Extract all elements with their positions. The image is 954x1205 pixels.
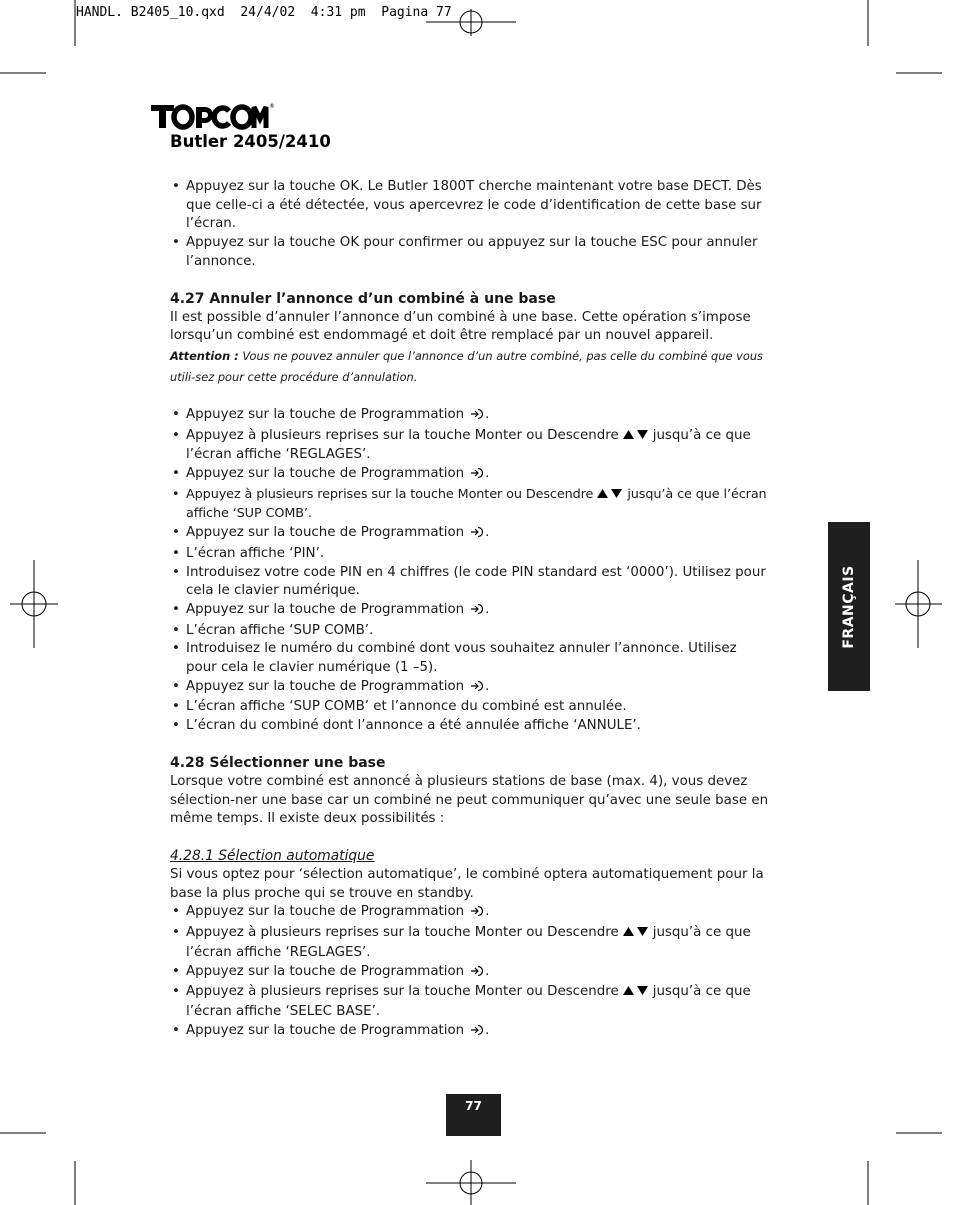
list-item: • Appuyez sur la touche de Programmation . — [170, 678, 790, 699]
steps-list — [170, 903, 790, 1042]
steps-list — [170, 406, 790, 736]
language-side-tab — [828, 522, 870, 691]
list-item: • Appuyez sur la touche de Programmation . — [170, 601, 790, 622]
section-heading-4-28: 4.28 Sélectionner une base — [170, 754, 386, 771]
up-down-arrow-icon — [622, 925, 650, 944]
list-item: • Appuyez à plusieurs reprises sur la touche Monter ou Descendre jusqu’à ce que l’écran affiche ‘REGLAGES’. — [170, 427, 790, 465]
program-key-icon — [470, 1024, 484, 1043]
program-key-icon — [470, 680, 484, 699]
subsection-heading-4-28-1: 4.28.1 Sélection automatique — [170, 847, 375, 864]
section-heading-4-27: 4.27 Annuler l’annonce d’un combiné à une base — [170, 290, 556, 307]
intro-list — [170, 178, 790, 272]
list-item: • Appuyez sur la touche OK pour confirmer ou appuyez sur la touche ESC pour annuler l’annonce. — [170, 234, 790, 271]
attention-note — [170, 346, 790, 388]
program-key-icon — [470, 408, 484, 427]
language-label: FRANÇAIS — [841, 564, 857, 649]
list-item: • Appuyez sur la touche de Programmation . — [170, 963, 790, 984]
list-item: • L’écran affiche ‘SUP COMB’. — [170, 622, 790, 641]
list-item: • Appuyez sur la touche de Programmation . — [170, 465, 790, 486]
list-item: • Appuyez sur la touche de Programmation . — [170, 524, 790, 545]
program-key-icon — [470, 905, 484, 924]
page-number: 77 — [446, 1094, 501, 1136]
up-down-arrow-icon — [622, 984, 650, 1003]
print-slug: HANDL. B2405_10.qxd 24/4/02 4:31 pm Pagina 77 — [76, 5, 452, 20]
list-item: • Appuyez à plusieurs reprises sur la touche Monter ou Descendre jusqu’à ce que l’écran affiche ‘SUP COMB’. — [170, 486, 790, 524]
list-item: • Appuyez sur la touche de Programmation . — [170, 406, 790, 427]
program-key-icon — [470, 467, 484, 486]
up-down-arrow-icon — [622, 428, 650, 447]
section-body: Si vous optez pour ‘sélection automatique’, le combiné optera automatiquement pour la base la plus proche qui se trouve en standby. — [170, 866, 764, 901]
list-item: • L’écran affiche ‘SUP COMB’ et l’annonce du combiné est annulée. — [170, 698, 790, 717]
list-item: • Appuyez sur la touche de Programmation . — [170, 1022, 790, 1043]
list-item: • L’écran affiche ‘PIN’. — [170, 545, 790, 564]
program-key-icon — [470, 965, 484, 984]
section-body: Lorsque votre combiné est annoncé à plusieurs stations de base (max. 4), vous devez sélection-ner une base car un combiné ne peut communiquer qu’avec une seule base en même temps. Il existe deux possibilités : — [170, 773, 769, 827]
section-body: Il est possible d’annuler l’annonce d’un combiné à une base. Cette opération s’impose lorsqu’un combiné est endommagé et doit être remplacé par un nouvel appareil. — [170, 309, 751, 344]
list-item: • Introduisez votre code PIN en 4 chiffres (le code PIN standard est ‘0000’). Utilisez pour cela le clavier numérique. — [170, 564, 790, 601]
list-item: • Introduisez le numéro du combiné dont vous souhaitez annuler l’annonce. Utilisez pour cela le clavier numérique (1 –5). — [170, 640, 790, 677]
program-key-icon — [470, 603, 484, 622]
brand-name: TOPCOM — [150, 100, 155, 101]
program-key-icon — [470, 526, 484, 545]
topcom-logo — [150, 100, 280, 130]
page-body — [170, 178, 790, 1042]
svg-text:®: ® — [269, 103, 275, 110]
attention-label: Attention : — [170, 348, 239, 363]
list-item: • Appuyez sur la touche de Programmation . — [170, 903, 790, 924]
list-item: • Appuyez à plusieurs reprises sur la touche Monter ou Descendre jusqu’à ce que l’écran affiche ‘REGLAGES’. — [170, 924, 790, 962]
list-item: • L’écran du combiné dont l’annonce a été annulée affiche ‘ANNULE’. — [170, 717, 790, 736]
attention-text: Vous ne pouvez annuler que l’annonce d’un autre combiné, pas celle du combiné que vous utili-sez pour cette procédure d’annulation. — [170, 348, 763, 384]
model-name: Butler 2405/2410 — [170, 132, 331, 151]
list-item: • Appuyez à plusieurs reprises sur la touche Monter ou Descendre jusqu’à ce que l’écran affiche ‘SELEC BASE’. — [170, 983, 790, 1021]
list-item: • Appuyez sur la touche OK. Le Butler 1800T cherche maintenant votre base DECT. Dès que celle-ci a été détectée, vous apercevrez le code d’identification de cette base sur l’écran. — [170, 178, 790, 234]
up-down-arrow-icon — [596, 487, 624, 506]
